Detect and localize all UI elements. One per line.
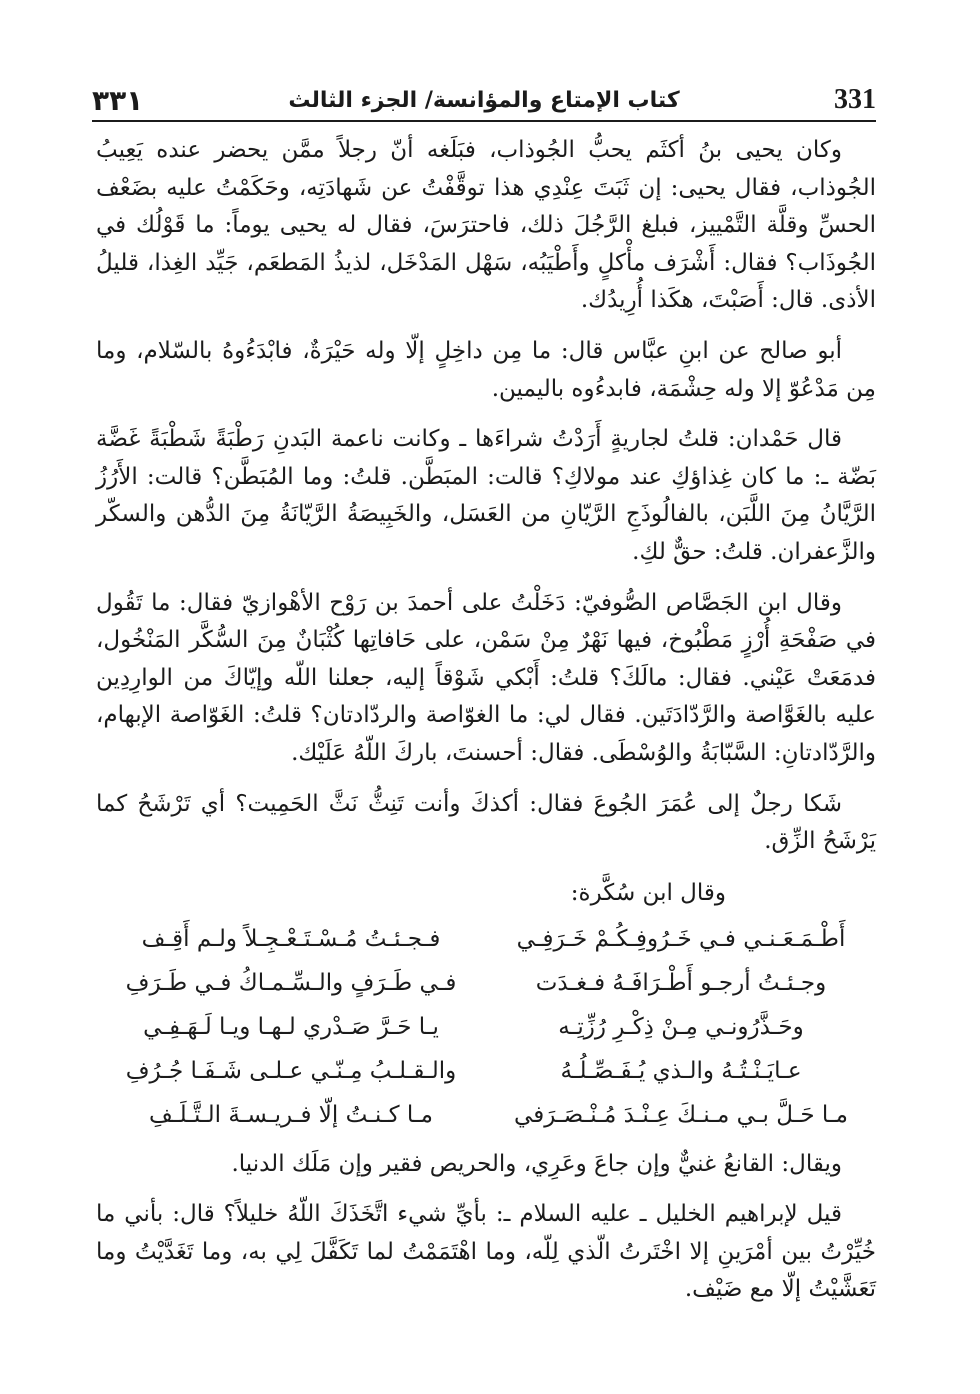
poem-verse <box>96 1094 876 1138</box>
page-header <box>92 84 876 122</box>
poem-verse <box>96 1006 876 1050</box>
running-title: كتاب الإمتاع والمؤانسة/ الجزء الثالث <box>288 88 680 113</box>
page-body <box>96 132 876 1322</box>
paragraph-ibrahim: قيل لإبراهيم الخليل ـ عليه السلام ـ: بأيِّ شيء اتَّخَذَكَ اللّهُ خليلاً؟ قال: بأني ما خُيِّرْتُ بين أمْرَينِ إلا اخْتَرتُ الّذي لِلّه، وما اهْتَمَمْتُ لما تَكَفَّلَ لِي به، وما تَغَدَّيْتُ وما تَعَشَّيْتُ إلّا مع ضَيْف. <box>96 1201 876 1303</box>
paragraph-qani: ويقال: القانعُ غنيٌّ وإن جاعَ وعَرِي، والحريص فقير وإن مَلَك الدنيا. <box>231 1150 842 1177</box>
paragraph-ibn-jassas: وقال ابن الجَصَّاص الصُّوفيّ: دَخَلْتُ على أحمدَ بن رَوْح الأهْوازيّ فقال: ما تَقُول في صَفْحَةِ أُرْزٍ مَطْبُوخ، فيها نَهْرٌ مِنْ سَمْن، على حَافاتِها كُثْبَانٌ مِنَ السُّكَّر المَنْخُول، فدمَعَتْ عَيْني. فقال: مالَكَ؟ قلتُ: أَبْكي شَوْقاً إليه، جعلنا اللّه وإيّاكَ من الوارِدِين عليه بالغَوَّاصة والرَّدّادَتَين. فقال لي: ما الغوّاصة والردّادتان؟ قلتُ: الغَوّاصة الإبهام، والرَّدّادتانِ: السَّبّابَةُ والوُسْطَى. فقال: أحسنتَ، باركَ اللّهُ عَلَيْك. <box>96 589 876 766</box>
poem-verse <box>96 1050 876 1094</box>
verse-first-hemistich: وحَـذَّرُونـي مِـنْ ذِكْـرِ رُزِّتِـه <box>558 1013 804 1040</box>
page-number-arabic: ٣٣١ <box>92 84 144 117</box>
verse-second-hemistich: مـا كـنـتُ إلّا فـريـسـةَ الـتَّـلَـفِ <box>149 1101 433 1128</box>
verse-first-hemistich: عـايَـنْـتُـهُ والـذي يُـفَـصِّـلُـهُ <box>560 1057 802 1084</box>
verse-second-hemistich: يـا حَـرَّ صَـدْري لـهـا ويـا لَـهَـفِـي <box>143 1013 439 1040</box>
poem <box>96 918 876 1138</box>
poem-verse <box>96 918 876 962</box>
verse-first-hemistich: أَطْـمَـعَـنـي فـي خَـرُوفِـكُـمْ خَـرَفِـي <box>516 925 846 952</box>
paragraph-umar: شَكا رجلٌ إلى عُمَرَ الجُوعَ فقال: أكذكَ وأنت تَنِثُّ نَثَّ الحَمِيت؟ أي تَرْشَحُ كما يَرْشَحُ الزِّق. <box>96 790 876 855</box>
verse-first-hemistich: مـا حَـلَّ بـي مـنـكَ عِـنْـدَ مُـنْـصَـرَفي <box>514 1101 848 1128</box>
verse-first-hemistich: وجـئـتُ أرجـو أَطْـرَافَـهُ فـغـدَت <box>535 969 827 996</box>
page-number-latin: 331 <box>834 84 876 115</box>
paragraph-hamdan: قال حَمْدان: قلتُ لجاريةٍ أَرَدْتُ شراءَها ـ وكانت ناعمة البَدنِ رَطْبَةً شَطْبَةً غَضَّة بَضّة ـ: ما كان غِذاؤكِ عند مولاكِ؟ قالت: المبَطَّن. قلتُ: وما المُبَطَّن؟ قالت: الأَرُزُ الرَّيَّانُ مِنَ اللَّبَن، بالفالُوذَجِ الرَّيّانِ من العَسَل، والخَبِيصَةُ الرَّيّانَةُ مِنَ الدُّهن والسكّر والزَّعفران. قلتُ: حقٌّ لكِ. <box>96 426 876 565</box>
paragraph-ibn-abbas: أبو صالح عن ابنِ عبَّاس قال: ما مِن داخِلٍ إلّا وله حَيْرَةٌ، فابْدَءُوهُ بالسّلام، وما مِن مَدْعُوّ إلا وله حِشْمَة، فابدءُوه باليمين. <box>96 337 876 402</box>
poem-verse <box>96 962 876 1006</box>
verse-second-hemistich: فـي طَـرَفٍ والـسِّـمـاكُ فـي طَـرَفِ <box>125 969 457 996</box>
paragraph-yahya: وكان يحيى بنُ أكثَم يحبُّ الجُوذاب، فبَلَغه أنّ رجلاً ممَّن يحضر عنده يَعِيبُ الجُوذاب، فقال يحيى: إن ثَبَتَ عِنْدِي هذا توقَّفْتُ عن شَهادَتِه، وحَكَمْتُ عليه بضَعْف الحسِّ وقلَّة التَّمْييز، فبلغ الرَّجُلَ ذلك، فاحترَسَ، فقال له يحيى يوماً: ما قَوْلُك في الجُوذَاب؟ فقال: أَشْرَف مأْكلٍ وأَطْيَبُه، سَهْل المَدْخَل، لذيذُ المَطعَم، جَيِّد الغِذا، قليلُ الأذى. قال: أَصَبْتَ، هكَذا أُرِيدُك. <box>96 137 876 314</box>
verse-second-hemistich: والـقـلـبُ مِـنّـي عـلـى شَـفَـا جُـرُفِ <box>125 1057 457 1084</box>
poem-intro: وقال ابن سُكَّرة: <box>570 879 726 906</box>
verse-second-hemistich: فـجـئـتُ مُـسْـتَـعْـجِـلاً ولـم أَقِـف <box>141 925 441 952</box>
